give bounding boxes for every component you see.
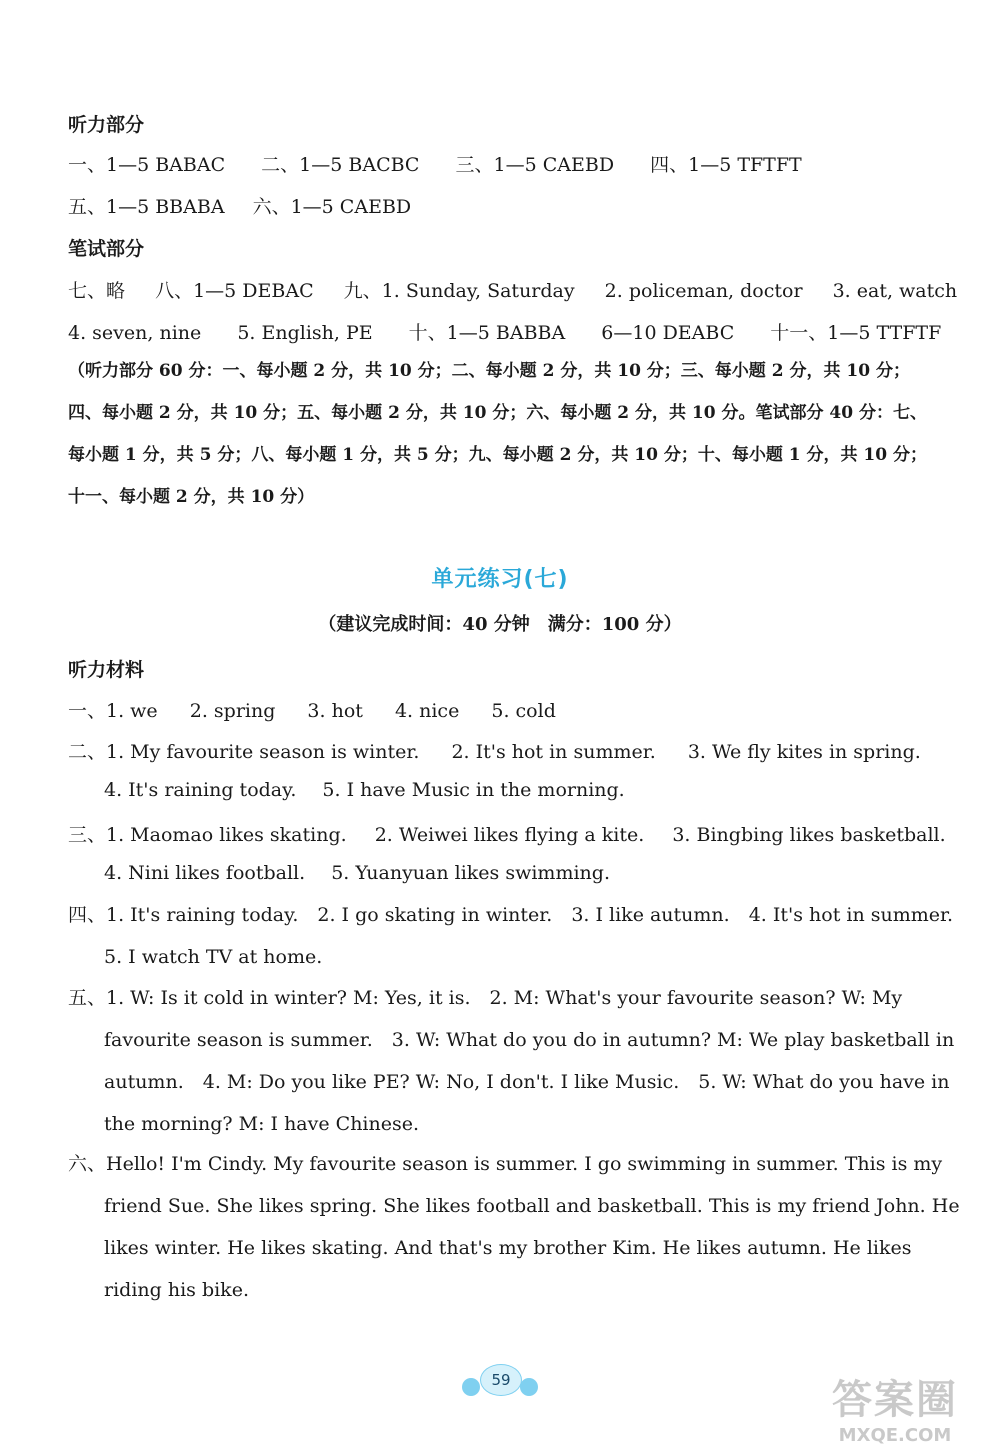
material-q5: 五、1. W: Is it cold in winter? M: Yes, it is. 2. M: What's your favourite season? W: My favourite season is summer. 3. W: What do you do in autumn? M: We play basketball in autumn. 4. M: Do you like PE? W: No, I don't. I like Music. 5. W: What do you have in the morning? M: I have Chinese. <box>68 987 955 1135</box>
scoring-note: （听力部分 60 分：一、每小题 2 分，共 10 分；二、每小题 2 分，共 10 分；三、每小题 2 分，共 10 分；四、每小题 2 分，共 10 分；五、每小题 2 分，共 10 分；六、每小题 2 分，共 10 分。笔试部分 40 分：七、每小题 1 分，共 5 分；八、每小题 1 分，共 5 分；九、每小题 2 分，共 10 分；十、每小题 1 分，共 10 分；十一、每小题 2 分，共 10 分） <box>68 361 927 507</box>
answer-item: 三、1—5 CAEBD <box>455 154 615 176</box>
material-item: 3. Bingbing likes basketball. <box>672 824 946 846</box>
watermark-url: MXQE.COM <box>838 1425 952 1446</box>
watermark-logo-text: 答案圈 <box>832 1377 958 1423</box>
material-item: 2. It's hot in summer. <box>451 741 656 763</box>
material-q1 <box>68 696 930 723</box>
written-answers-line-2 <box>68 318 942 345</box>
unit-subtitle: （建议完成时间：40 分钟 满分：100 分） <box>318 614 682 635</box>
material-q6: 六、Hello! I'm Cindy. My favourite season is summer. I go swimming in summer. This is my friend Sue. She likes spring. She likes football and basketball. This is my friend John. He likes winter. He likes skating. And that's my brother Kim. He likes autumn. He likes riding his bike. <box>68 1153 960 1301</box>
material-item: 二、1. My favourite season is winter. <box>68 741 420 763</box>
material-q2-line-1 <box>68 737 930 764</box>
page-number: 59 <box>480 1364 522 1396</box>
answer-item: 十一、1—5 TTFTF <box>770 322 942 344</box>
decor-dot <box>462 1378 480 1396</box>
material-q3-line-1 <box>68 820 946 847</box>
material-q4: 四、1. It's raining today. 2. I go skating in winter. 3. I like autumn. 4. It's hot in summer. 5. I watch TV at home. <box>68 904 973 968</box>
answer-item: 一、1—5 BABAC <box>68 154 226 176</box>
answer-item: 六、1—5 CAEBD <box>252 196 412 218</box>
material-item: 一、1. we <box>68 700 158 722</box>
listening-answers-heading: 听力部分 <box>68 114 145 136</box>
material-item: 3. We fly kites in spring. <box>687 741 921 763</box>
material-item: 5. cold <box>491 700 556 722</box>
answer-item: 四、1—5 TFTFT <box>650 154 802 176</box>
page-number-badge <box>462 1364 538 1398</box>
material-item: 4. nice <box>394 700 460 722</box>
answer-item: 6—10 DEABC <box>601 322 735 344</box>
material-item: 5. I have Music in the morning. <box>322 779 625 801</box>
material-item: 3. hot <box>307 700 363 722</box>
answer-item: 4. seven, nine <box>68 322 202 344</box>
answer-item: 5. English, PE <box>237 322 373 344</box>
material-item: 三、1. Maomao likes skating. <box>68 824 347 846</box>
listening-answers-line-2 <box>68 192 930 219</box>
decor-dot <box>520 1378 538 1396</box>
answer-item: 八、1—5 DEBAC <box>155 280 314 302</box>
material-item: 2. Weiwei likes flying a kite. <box>374 824 645 846</box>
listening-materials-heading: 听力材料 <box>68 659 145 681</box>
material-q2-line-2 <box>104 779 966 801</box>
material-q3-line-2 <box>104 862 966 884</box>
answer-item: 十、1—5 BABBA <box>408 322 566 344</box>
answer-item: 二、1—5 BACBC <box>261 154 420 176</box>
answer-item: 2. policeman, doctor <box>604 280 803 302</box>
answer-item: 七、略 <box>68 280 126 302</box>
watermark <box>800 1368 990 1446</box>
material-item: 5. Yuanyuan likes swimming. <box>331 862 610 884</box>
written-answers-heading: 笔试部分 <box>68 238 145 260</box>
material-item: 2. spring <box>189 700 276 722</box>
answer-item: 五、1—5 BBABA <box>68 196 225 218</box>
answer-item: 3. eat, watch <box>832 280 958 302</box>
answer-item: 九、1. Sunday, Saturday <box>343 280 575 302</box>
listening-answers-line-1 <box>68 150 930 177</box>
material-item: 4. Nini likes football. <box>104 862 306 884</box>
material-item: 4. It's raining today. <box>104 779 297 801</box>
unit-title: 单元练习(七) <box>431 567 569 592</box>
written-answers-line-1 <box>68 276 958 303</box>
